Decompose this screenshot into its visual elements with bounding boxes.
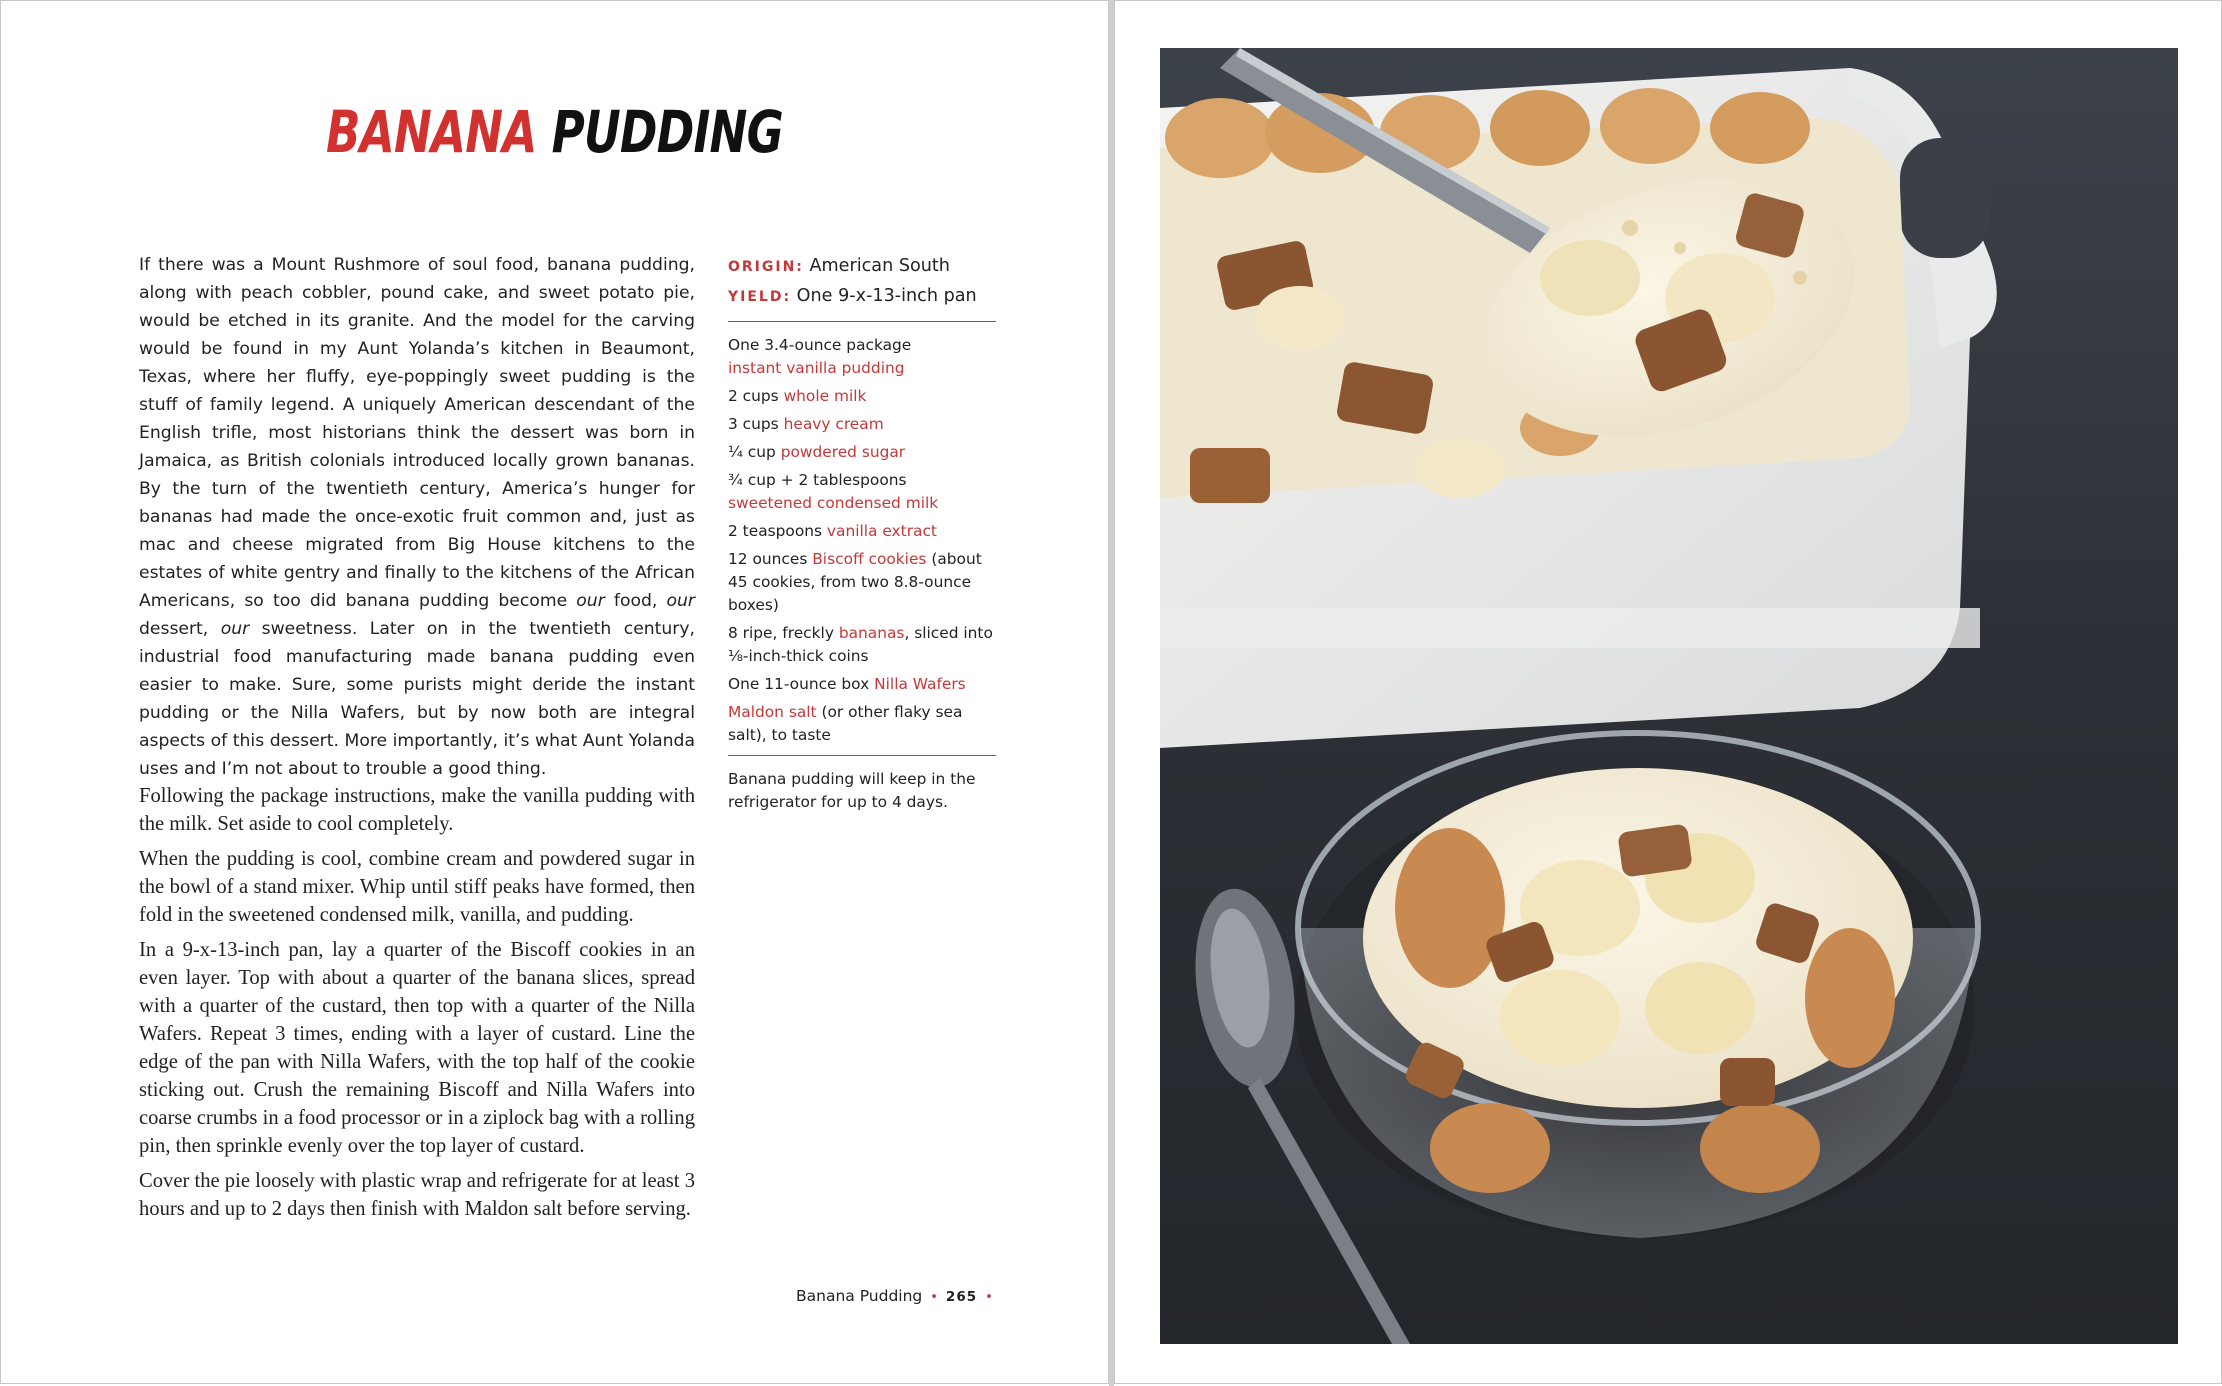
method-step: Cover the pie loosely with plastic wrap and refrigerate for at least 3 hours and up to 2 days then finish with Maldon salt before serving. — [139, 1170, 695, 1220]
ingredient-name: heavy cream — [783, 415, 884, 433]
ingredient-quantity: ¼ cup — [728, 443, 781, 461]
banana-pudding-photo — [1160, 48, 2178, 1344]
page-number: 265 — [945, 1289, 978, 1305]
ingredient-item — [728, 469, 996, 515]
ingredient-quantity: 12 ounces — [728, 550, 813, 568]
method-step: In a 9-x-13-inch pan, lay a quarter of the Biscoff cookies in an even layer. Top with about a quarter of the banana slices, spread with a quarter of the custard, then top with a quarter of the Nilla Wafers. Repeat 3 times, ending with a layer of custard. Line the edge of the pan with Nilla Wafers, with the top half of the cookie sticking out. Crush the remaining Biscoff and Nilla Wafers into coarse crumbs in a food processor or in a ziplock bag with a rolling pin, then sprinkle evenly over the top layer of custard. — [139, 939, 695, 1157]
ingredient-list — [728, 334, 996, 747]
ingredient-quantity: 3 cups — [728, 415, 784, 433]
sidebar-divider — [728, 321, 996, 322]
ingredient-item — [728, 701, 996, 747]
ingredient-item — [728, 413, 996, 436]
ingredient-name: whole milk — [783, 387, 867, 405]
ingredient-item — [728, 385, 996, 408]
ingredient-name: Maldon salt — [728, 703, 817, 721]
origin-row — [728, 252, 996, 282]
ingredient-quantity: ¾ cup + 2 tablespoons — [728, 471, 907, 489]
ingredient-name: powdered sugar — [780, 443, 906, 461]
yield-row — [728, 282, 996, 312]
method-step: When the pudding is cool, combine cream and powdered sugar in the bowl of a stand mixer. Whip until stiff peaks have formed, then fold in the sweetened condensed milk, vanilla, and pudding. — [139, 848, 695, 926]
ingredient-item — [728, 548, 996, 617]
ingredient-item — [728, 441, 996, 464]
ingredient-name: sweetened condensed milk — [728, 494, 939, 512]
yield-label: YIELD: — [728, 289, 792, 305]
headnote — [139, 251, 695, 783]
recipe-photo — [1160, 48, 2178, 1344]
method-steps — [139, 782, 695, 1230]
headnote-text-2: food, — [604, 591, 667, 611]
headnote-text-4: sweetness. Later on in the twentieth century, industrial food manufacturing made banana pudding even easier to make. Sure, some purists might deride the instant pudding or the Nilla Wafers, but by now both are integral aspects of this dessert. More importantly, it’s what Aunt Yolanda uses and I’m not about to trouble a good thing. — [139, 619, 695, 779]
ingredient-item — [728, 520, 996, 543]
headnote-text-1: If there was a Mount Rushmore of soul food, banana pudding, along with peach cobbler, pound cake, and sweet potato pie, would be etched in its granite. And the model for the carving would be found in my Aunt Yolanda’s kitchen in Beaumont, Texas, where her fluffy, eye-poppingly sweet pudding is the stuff of family legend. A uniquely American descendant of the English trifle, most historians think the dessert was born in Jamaica, as British colonials introduced locally grown bananas. By the turn of the twentieth century, America’s hunger for bananas had made the once-exotic fruit common and, just as mac and cheese migrated from Big House kitchens to the estates of white gentry and finally to the kitchens of the African Americans, so too did banana pudding become — [139, 255, 695, 611]
storage-note: Banana pudding will keep in the refrigerator for up to 4 days. — [728, 770, 976, 811]
title-word-banana: BANANA — [326, 98, 537, 166]
recipe-sidebar — [728, 252, 996, 814]
ingredient-quantity: 8 ripe, freckly — [728, 624, 839, 642]
ingredient-detail: (about 45 cookies, from two 8.8-ounce boxes) — [728, 550, 982, 614]
method-step: Following the package instructions, make the vanilla pudding with the milk. Set aside to cool completely. — [139, 785, 695, 835]
yield-value: One 9-x-13-inch pan — [796, 286, 977, 306]
title-word-pudding: PUDDING — [551, 98, 783, 166]
origin-value: American South — [809, 256, 950, 276]
running-head: Banana Pudding — [796, 1287, 923, 1305]
headnote-text-3: dessert, — [139, 619, 221, 639]
ingredient-item — [728, 334, 996, 380]
headnote-emphasis-2: our — [666, 591, 695, 611]
recipe-title — [122, 98, 987, 166]
ingredient-detail: , sliced into ⅛-inch-thick coins — [728, 624, 993, 665]
headnote-emphasis-1: our — [576, 591, 605, 611]
origin-label: ORIGIN: — [728, 259, 804, 275]
ingredient-item — [728, 622, 996, 668]
page-footer — [796, 1287, 996, 1305]
sidebar-divider — [728, 755, 996, 756]
headnote-emphasis-3: our — [220, 619, 250, 639]
bullet-separator: • — [930, 1290, 938, 1305]
ingredient-quantity: 2 teaspoons — [728, 522, 827, 540]
ingredient-item — [728, 673, 996, 696]
ingredient-name: Biscoff cookies — [812, 550, 927, 568]
ingredient-detail: (or other flaky sea salt), to taste — [728, 703, 963, 744]
bullet-separator: • — [985, 1290, 993, 1305]
ingredient-quantity: One 11-ounce box — [728, 675, 875, 693]
ingredient-name: Nilla Wafers — [874, 675, 966, 693]
ingredient-quantity: One 3.4-ounce package — [728, 336, 912, 354]
ingredient-name: instant vanilla pudding — [728, 359, 905, 377]
ingredient-name: bananas — [838, 624, 905, 642]
ingredient-quantity: 2 cups — [728, 387, 784, 405]
ingredient-name: vanilla extract — [826, 522, 937, 540]
